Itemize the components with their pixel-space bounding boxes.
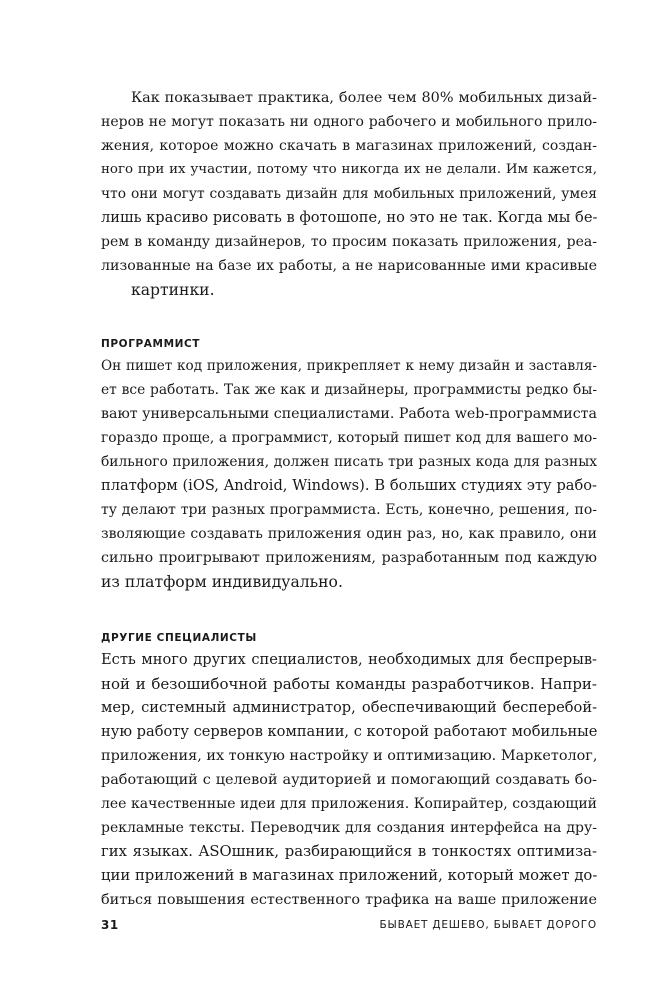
paragraph-line: зволяющие создавать приложения один раз, но, как правило, они [101,526,597,542]
paragraph-line: Как показывает практика, более чем 80% мобильных дизай- [131,90,597,106]
paragraph-line: что они могут создавать дизайн для мобильных приложений, умея [101,186,597,202]
paragraph-line: Он пишет код приложения, прикрепляет к нему дизайн и заставля- [101,358,597,374]
paragraph-line: биться повышения естественного трафика на ваше приложение [101,892,597,908]
paragraph-line: работающий с целевой аудиторией и помогающий создавать бо- [101,772,597,788]
paragraph-line: вают универсальными специалистами. Работа web-программиста [101,406,597,422]
paragraph-line: рекламные тексты. Переводчик для создания интерфейса на дру- [101,820,597,836]
paragraph-line: приложения, их тонкую настройку и оптимизацию. Маркетолог, [101,748,598,764]
paragraph-line: ной и безошибочной работы команды разработчиков. Напри- [101,675,597,693]
paragraph-line: лее качественные идеи для приложения. Копирайтер, создающий [101,796,597,812]
paragraph-line: ции приложений в магазинах приложений, который может до- [101,867,598,884]
paragraph-line: гих языках. ASOшник, разбирающийся в тонкостях оптимиза- [101,843,597,860]
paragraph-line: картинки. [131,281,215,299]
paragraph-line: из платформ индивидуально. [101,573,343,591]
paragraph-line: ту делают три разных программиста. Есть, конечно, решения, по- [101,502,597,518]
paragraph-line: мер, системный администратор, обеспечивающий бесперебой- [101,699,597,716]
paragraph-line: ет все работать. Так же как и дизайнеры, программисты редко бы- [101,382,597,398]
page-number: 31 [101,918,119,932]
paragraph-line: Есть много других специалистов, необходимых для беспрерыв- [101,651,597,668]
paragraph-line: неров не могут показать ни одного рабочего и мобильного прило- [101,114,597,130]
paragraph-line: гораздо проще, а программист, который пишет код для вашего мо- [101,430,597,446]
paragraph-line: лизованные на базе их работы, а не нарисованные ими красивые [101,258,597,274]
paragraph-line: платформ (iOS, Android, Windows). В больших студиях эту рабо- [101,477,597,494]
paragraph-line: бильного приложения, должен писать три разных кода для разных [101,454,597,470]
running-title: БЫВАЕТ ДЕШЕВО, БЫВАЕТ ДОРОГО [379,919,597,931]
paragraph-line: ную работу серверов компании, с которой работают мобильные [101,723,598,740]
paragraph-line: лишь красиво рисовать в фотошопе, но это не так. Когда мы бе- [101,209,598,226]
section-heading-others: ДРУГИЕ СПЕЦИАЛИСТЫ [101,632,257,644]
paragraph-line: сильно проигрывают приложениям, разработанным под каждую [101,550,597,566]
others-paragraph [101,648,597,912]
programmer-paragraph [101,354,597,594]
section-heading-programmer: ПРОГРАММИСТ [101,338,201,350]
paragraph-line: рем в команду дизайнеров, то просим показать приложения, реа- [101,234,597,250]
paragraph-line: ного при их участии, потому что никогда их не делали. Им кажется, [101,162,597,177]
intro-paragraph [101,86,597,302]
paragraph-line: жения, которое можно скачать в магазинах приложений, создан- [101,138,597,154]
